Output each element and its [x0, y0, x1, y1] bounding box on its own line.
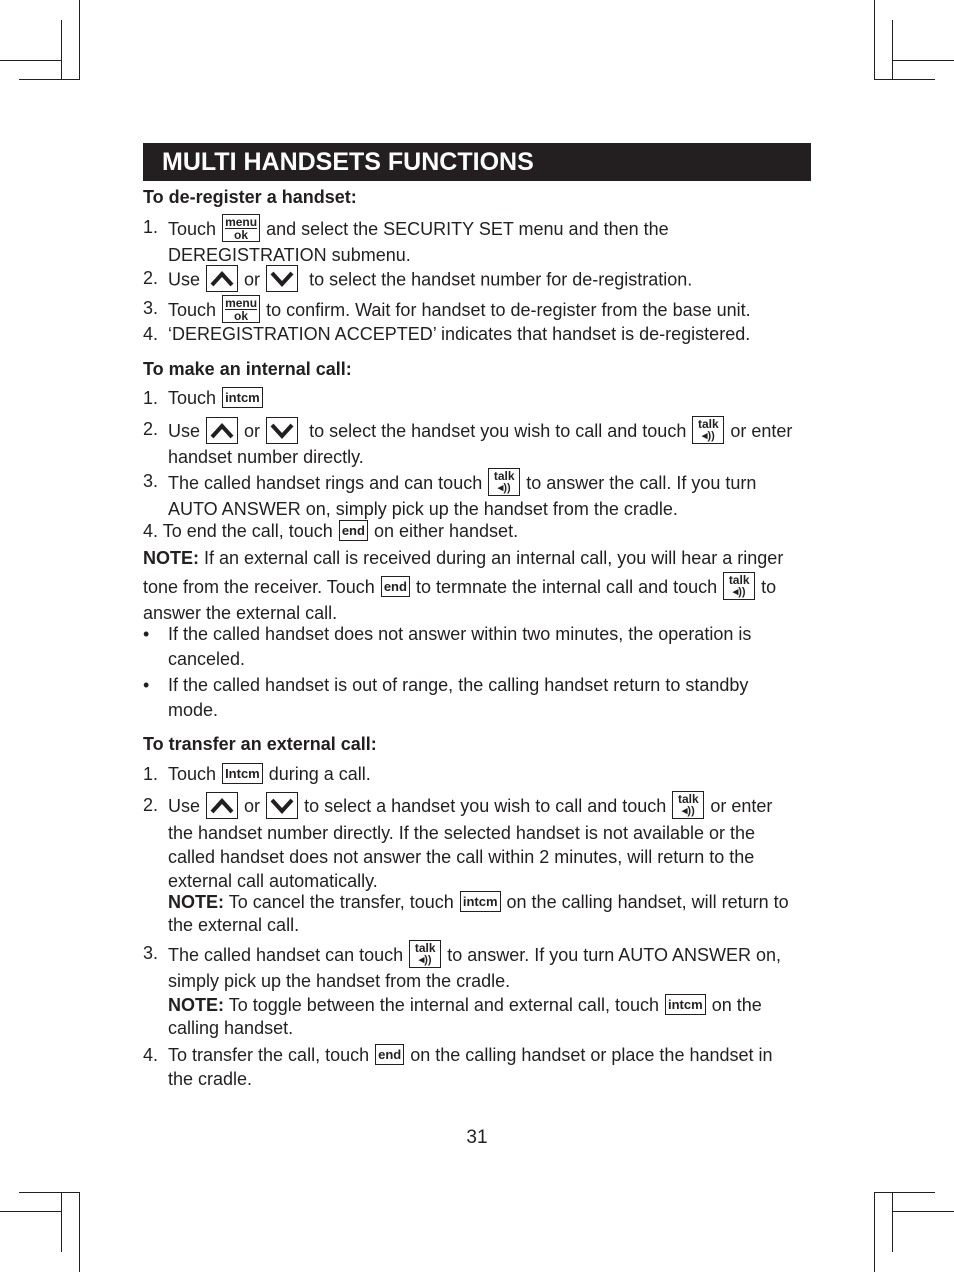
- end-key-icon: end: [375, 1044, 404, 1065]
- down-arrow-key-icon: [266, 792, 298, 819]
- up-arrow-key-icon: [206, 265, 238, 292]
- section-heading: To make an internal call:: [143, 359, 352, 379]
- end-key-icon: end: [381, 576, 410, 597]
- note: tone from the receiver. Touch end to termnate the internal call and touch talk ◂)) to answer the external call.: [143, 573, 777, 623]
- end-key-icon: end: [339, 520, 368, 541]
- list-item: 4. To end the call, touch end on either handset.: [143, 521, 519, 541]
- intcm-key-icon: Intcm: [222, 763, 263, 784]
- down-arrow-key-icon: [266, 417, 298, 444]
- up-arrow-key-icon: [206, 792, 238, 819]
- menu-ok-key-icon: menu ok: [222, 295, 260, 323]
- page-title: MULTI HANDSETS FUNCTIONS: [143, 143, 811, 181]
- up-arrow-key-icon: [206, 417, 238, 444]
- section-heading: To de-register a handset:: [143, 187, 357, 207]
- talk-key-icon: talk ◂)): [692, 416, 724, 444]
- talk-key-icon: talk ◂)): [672, 791, 704, 819]
- section-heading: To transfer an external call:: [143, 734, 377, 754]
- talk-key-icon: talk ◂)): [409, 940, 441, 968]
- talk-key-icon: talk ◂)): [488, 468, 520, 496]
- note: NOTE: If an external call is received during an internal call, you will hear a ringer: [143, 548, 784, 568]
- page-number: 31: [466, 1127, 488, 1148]
- talk-key-icon: talk ◂)): [723, 572, 755, 600]
- intcm-key-icon: intcm: [665, 994, 706, 1015]
- intcm-key-icon: intcm: [222, 387, 263, 408]
- intcm-key-icon: intcm: [460, 891, 501, 912]
- menu-ok-key-icon: menu ok: [222, 214, 260, 242]
- down-arrow-key-icon: [266, 265, 298, 292]
